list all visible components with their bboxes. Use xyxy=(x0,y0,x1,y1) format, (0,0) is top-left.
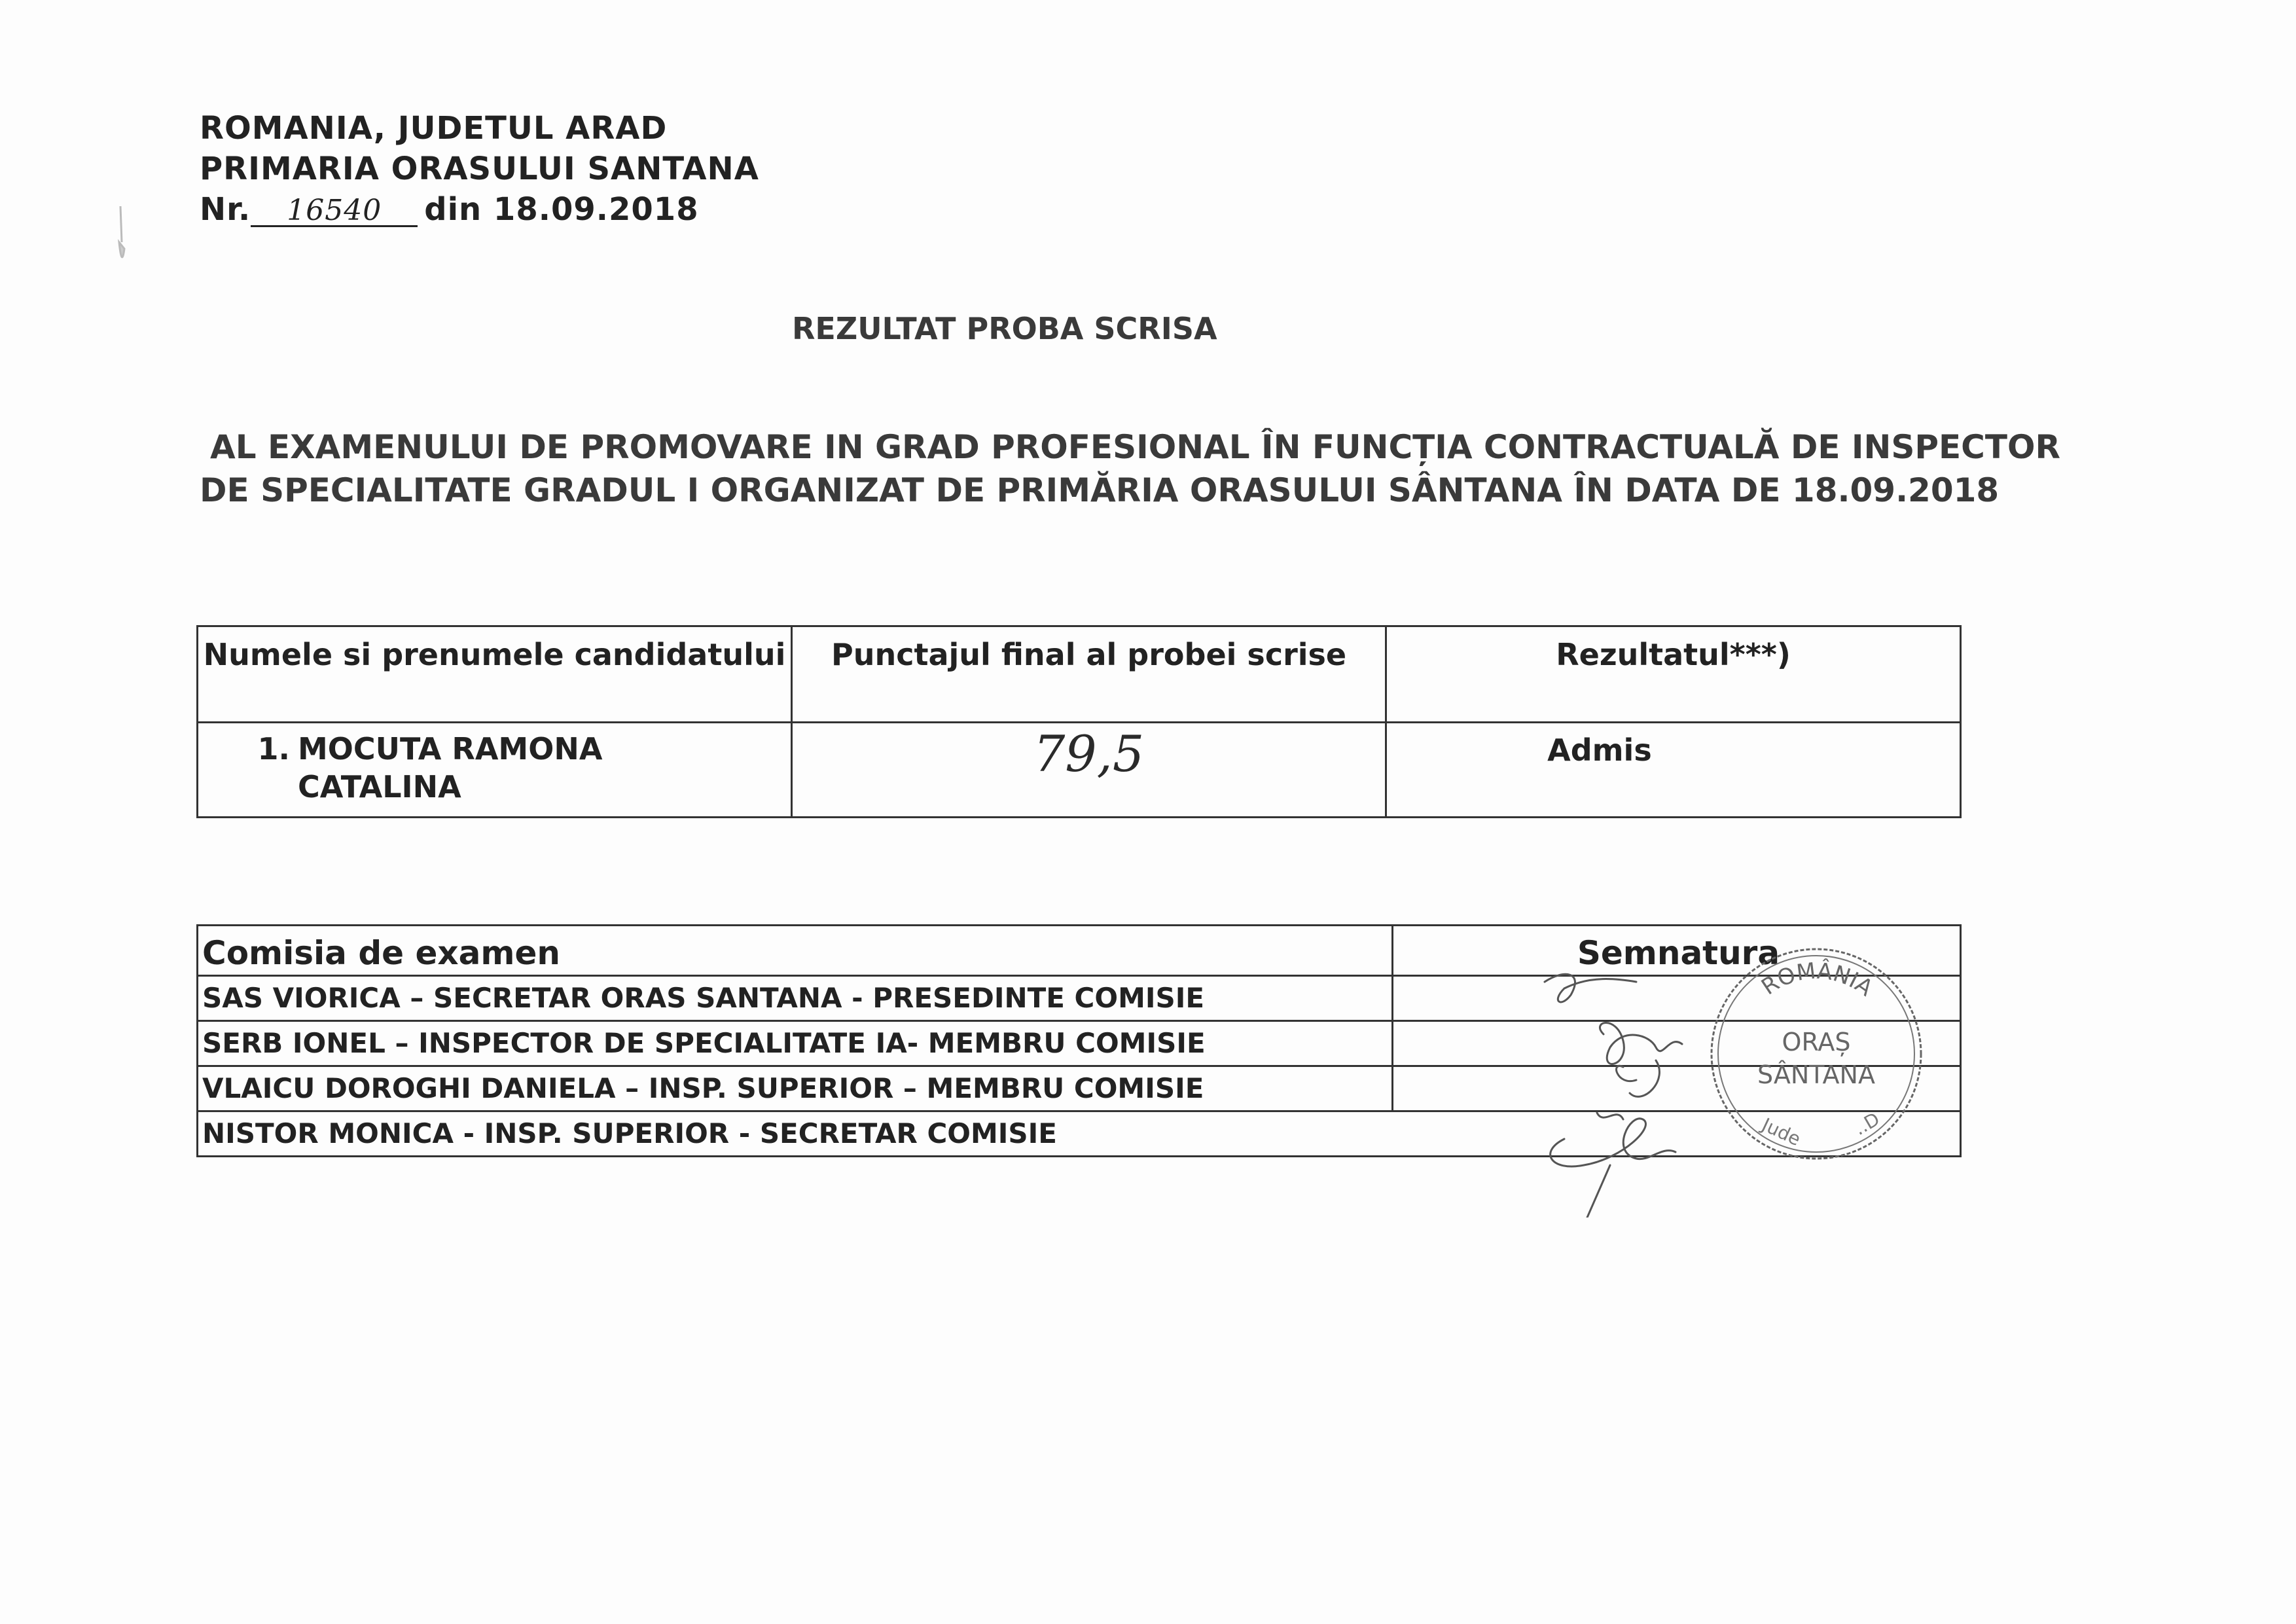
commission-member: SERB IONEL – INSPECTOR DE SPECIALITATE IA- MEMBRU COMISIE xyxy=(198,1021,1393,1066)
stamp-line-1: ORAȘ xyxy=(1782,1028,1851,1056)
stamp-line-2: SÂNTANA xyxy=(1757,1060,1875,1089)
candidate-result: Admis xyxy=(1386,723,1961,818)
header-score: Punctajul final al probei scrise xyxy=(792,626,1386,723)
results-header-row xyxy=(198,626,1961,723)
subtitle-line-2: DE SPECIALITATE GRADUL I ORGANIZAT DE PRIMĂRIA ORASULUI SÂNTANA ÎN DATA DE 18.09.2018 xyxy=(200,471,2000,509)
registration-date: din 18.09.2018 xyxy=(424,191,699,228)
subtitle-line-1: AL EXAMENULUI DE PROMOVARE IN GRAD PROFESIONAL ÎN FUNCȚIA CONTRACTUALĂ DE INSPECTOR xyxy=(210,428,2060,466)
candidate-number: 1. xyxy=(257,731,290,767)
header-candidate-name: Numele si prenumele candidatului xyxy=(198,626,792,723)
registration-number: 16540 xyxy=(251,196,418,227)
header-result: Rezultatul***) xyxy=(1386,626,1961,723)
signature-header: Semnatura xyxy=(1392,926,1960,976)
results-table xyxy=(196,625,1962,818)
header-county: ROMANIA, JUDETUL ARAD xyxy=(200,110,668,147)
candidate-cell xyxy=(198,723,792,818)
header-institution: PRIMARIA ORASULUI SANTANA xyxy=(200,151,759,187)
official-stamp xyxy=(1702,939,1931,1168)
candidate-score: 79,5 xyxy=(792,723,1386,818)
stamp-bottom-right: ..D xyxy=(1850,1108,1884,1140)
commission-member: NISTOR MONICA - INSP. SUPERIOR - SECRETAR COMISIE xyxy=(198,1111,1961,1157)
commission-header: Comisia de examen xyxy=(198,926,1393,976)
stamp-bottom-left: Jude xyxy=(1759,1113,1804,1151)
svg-text:ROMÂNIA xyxy=(1757,958,1878,1002)
table-row xyxy=(198,723,1961,818)
document-title: REZULTAT PROBA SCRISA xyxy=(792,311,1217,346)
commission-member: VLAICU DOROGHI DANIELA – INSP. SUPERIOR – MEMBRU COMISIE xyxy=(198,1066,1393,1111)
scan-speck xyxy=(115,203,128,268)
document-header xyxy=(200,108,759,230)
header-registration xyxy=(200,189,759,230)
stamp-top-text: ROMÂNIA xyxy=(1757,958,1878,1002)
nr-label: Nr. xyxy=(200,191,251,228)
document-subtitle xyxy=(200,425,2130,512)
candidate-name: MOCUTA RAMONA CATALINA xyxy=(298,731,603,804)
commission-member: SAS VIORICA – SECRETAR ORAS SANTANA - PRESEDINTE COMISIE xyxy=(198,976,1393,1021)
